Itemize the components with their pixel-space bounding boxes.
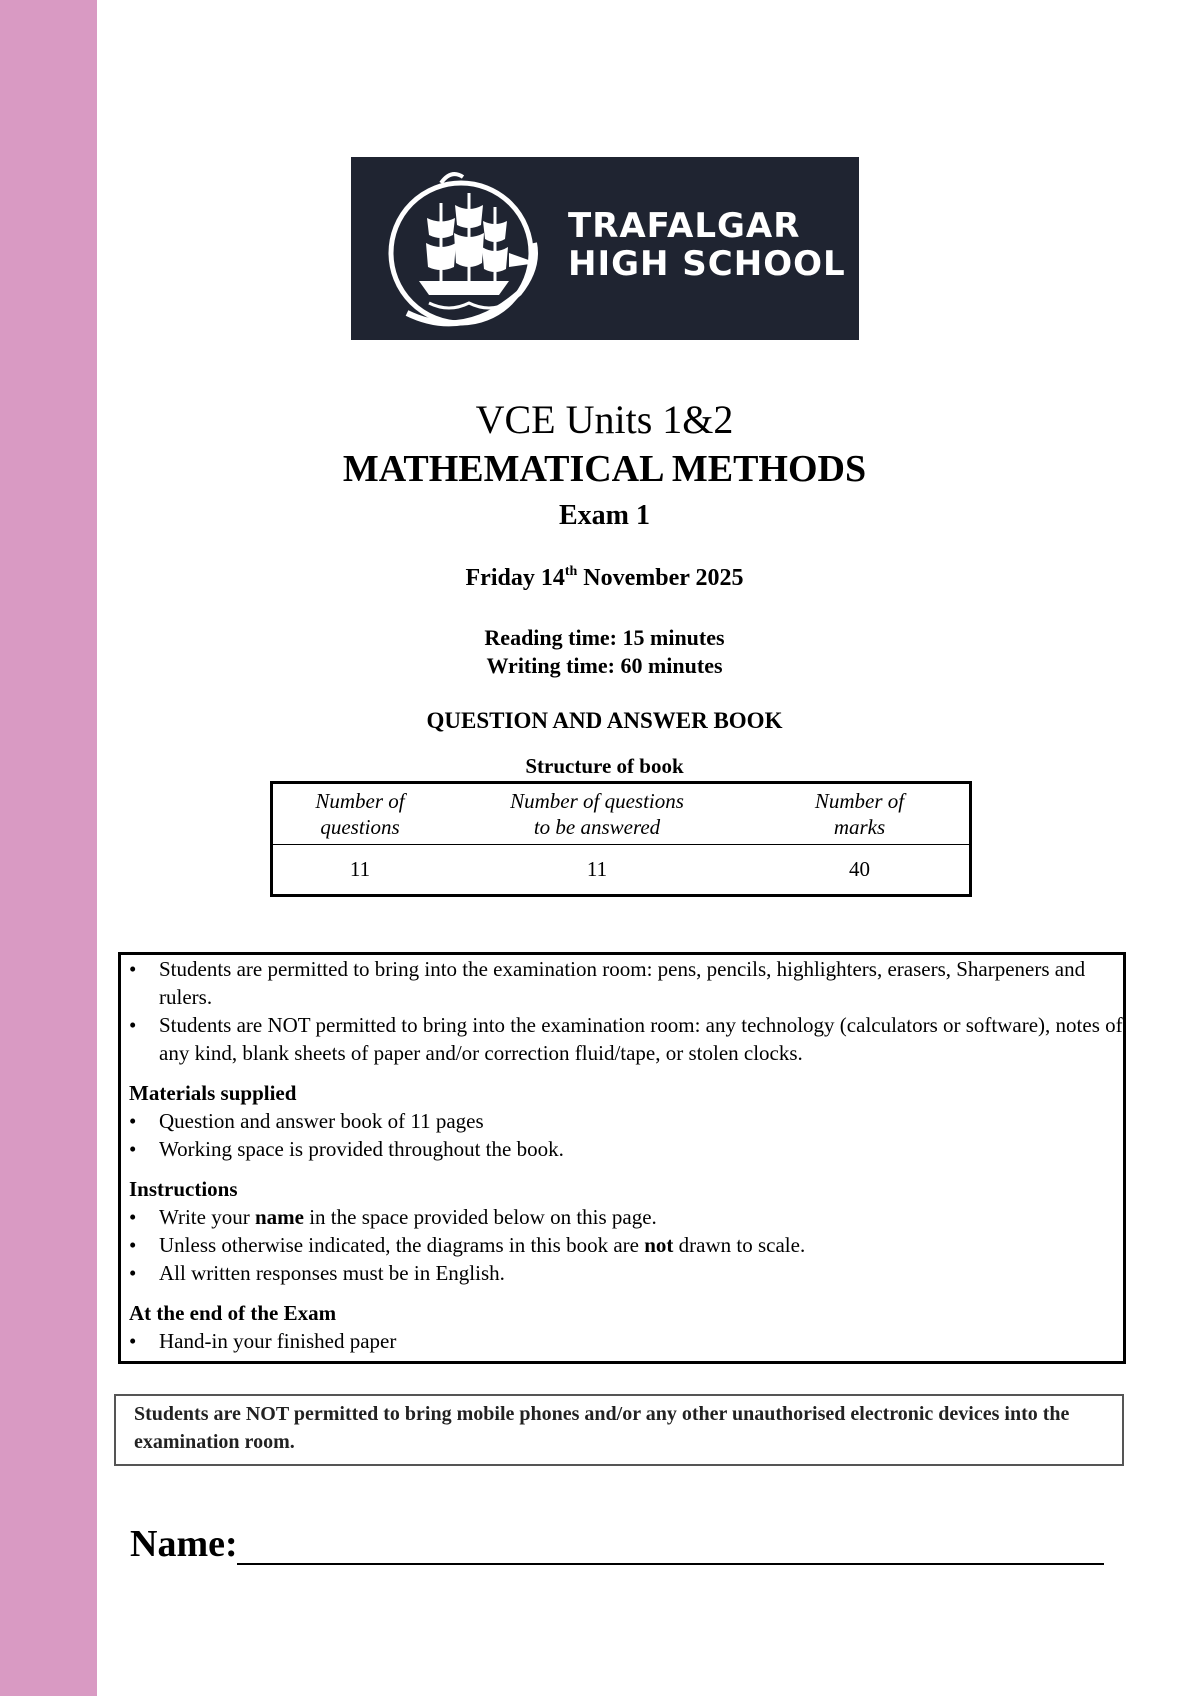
date-suffix: November 2025 <box>577 565 744 591</box>
exam-rules-box <box>118 952 1126 1364</box>
phone-warning-box: Students are NOT permitted to bring mobile phones and/or any other unauthorised electronic devices into the examination room. <box>114 1394 1124 1466</box>
header-text: questions <box>320 815 400 839</box>
name-label: Name: <box>130 1523 238 1565</box>
instructions-heading: Instructions <box>129 1177 238 1201</box>
list-item: • Question and answer book of 11 pages <box>129 1107 1123 1135</box>
text: Unless otherwise indicated, the diagrams in this book are <box>159 1233 645 1257</box>
header-text: Number of questions <box>510 789 684 813</box>
end-of-exam-list <box>121 1327 1123 1355</box>
header-text: to be answered <box>533 815 661 839</box>
value-questions: 11 <box>349 857 371 881</box>
exam-date <box>97 563 1112 593</box>
writing-time: Writing time: 60 minutes <box>486 653 723 678</box>
header-text: Number of <box>814 789 905 813</box>
logo-line-1: TRAFALGAR <box>568 206 801 246</box>
exam-number: Exam 1 <box>559 500 650 531</box>
value-to-answer: 11 <box>586 857 608 881</box>
end-of-exam-heading: At the end of the Exam <box>129 1301 337 1325</box>
list-item <box>129 1231 1123 1259</box>
reading-time: Reading time: 15 minutes <box>484 625 725 650</box>
logo-line-2: HIGH SCHOOL <box>568 244 846 284</box>
header-number-of-questions <box>273 788 447 840</box>
text: drawn to scale. <box>673 1233 806 1257</box>
side-color-stripe <box>0 0 97 1696</box>
course-units: VCE Units 1&2 <box>475 397 734 442</box>
structure-table-header <box>273 784 969 845</box>
text: in the space provided below on this page. <box>303 1205 657 1229</box>
header-text: Number of <box>315 789 405 813</box>
logo-wordmark <box>568 207 846 283</box>
list-item: • Working space is provided throughout the book. <box>129 1135 1123 1163</box>
school-logo <box>351 157 859 340</box>
book-title: QUESTION AND ANSWER BOOK <box>426 708 783 733</box>
header-number-of-marks <box>747 788 972 840</box>
list-item: • Hand-in your finished paper <box>129 1327 1123 1355</box>
instructions-list <box>121 1203 1123 1287</box>
structure-caption: Structure of book <box>525 754 684 778</box>
header-text: marks <box>833 815 886 839</box>
date-prefix: Friday 14 <box>465 565 565 591</box>
date-superscript: th <box>564 564 578 579</box>
list-item: • Students are NOT permitted to bring into the examination room: any technology (calculators or software), notes of any kind, blank sheets of paper and/or correction fluid/tape, or stolen clocks. <box>129 1011 1123 1067</box>
permissions-list <box>121 955 1123 1067</box>
subject-title: MATHEMATICAL METHODS <box>342 448 867 490</box>
materials-heading: Materials supplied <box>129 1081 297 1105</box>
emphasis: not <box>644 1233 674 1257</box>
materials-list <box>121 1107 1123 1163</box>
ship-emblem-icon <box>369 163 559 335</box>
list-item <box>129 1203 1123 1231</box>
exam-times <box>97 624 1112 680</box>
list-item: • Students are permitted to bring into the examination room: pens, pencils, highlighters, erasers, Sharpeners and rulers. <box>129 955 1123 1011</box>
name-field-line[interactable] <box>237 1563 1104 1565</box>
structure-table <box>270 781 972 897</box>
emphasis: name <box>254 1205 304 1229</box>
list-item: • All written responses must be in English. <box>129 1259 1123 1287</box>
header-questions-to-answer <box>447 788 747 840</box>
value-marks: 40 <box>849 857 870 881</box>
text: Write your <box>159 1205 255 1229</box>
